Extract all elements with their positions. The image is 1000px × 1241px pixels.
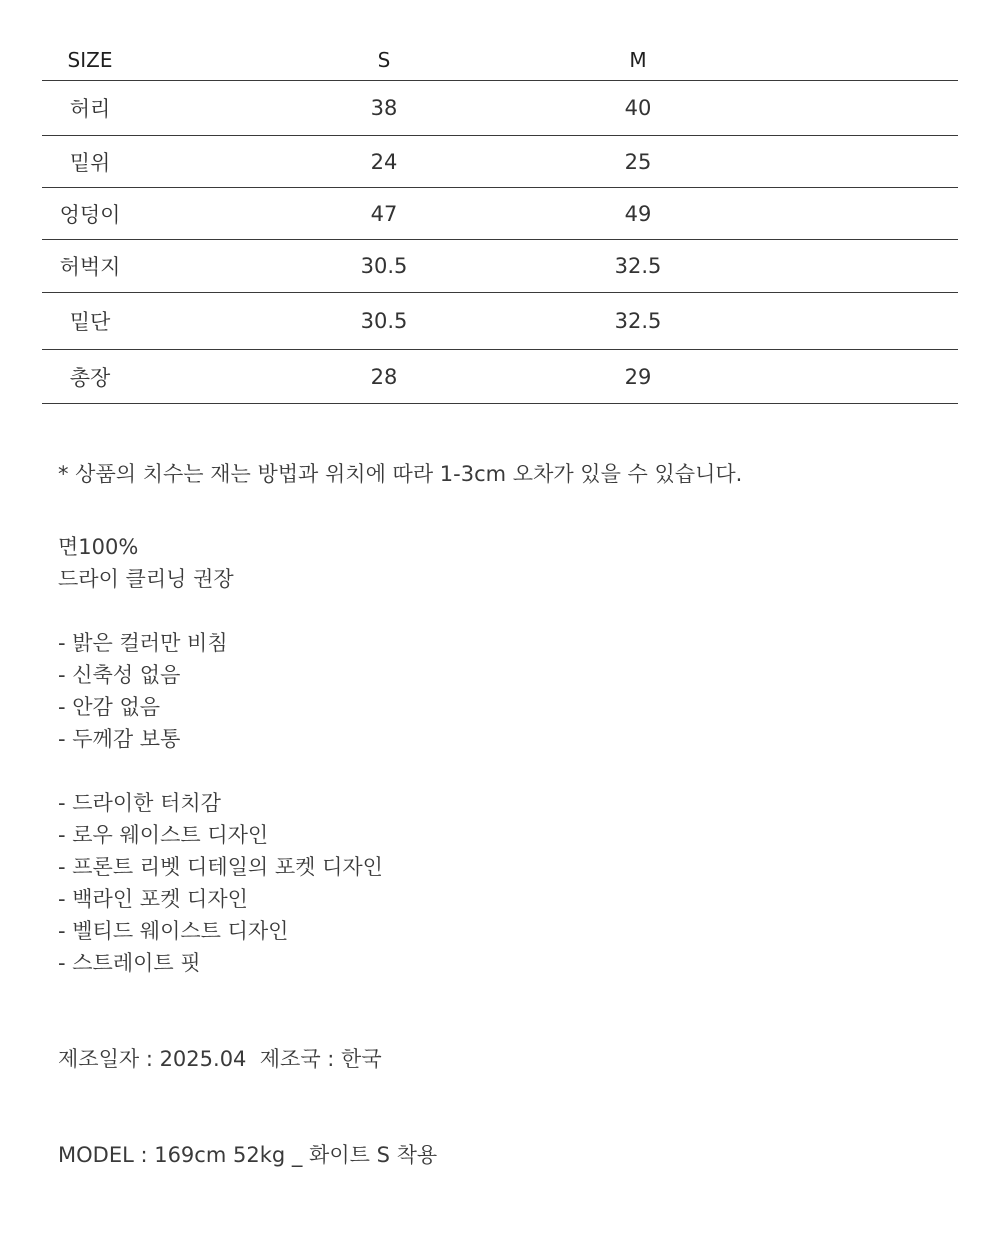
table-row	[42, 136, 958, 188]
table-row	[42, 240, 958, 293]
header-m: M	[629, 48, 647, 72]
row-label: 밑위	[69, 150, 111, 175]
feature-item: - 드라이한 터치감	[58, 791, 221, 815]
row-value-s: 38	[370, 96, 398, 120]
feature-item: - 벨티드 웨이스트 디자인	[58, 919, 289, 943]
table-row	[42, 188, 958, 240]
table-row	[42, 350, 958, 404]
feature-item: - 스트레이트 핏	[58, 951, 201, 975]
material-info: 면100%	[58, 535, 139, 559]
row-value-m: 49	[624, 201, 652, 226]
row-value-m: 40	[624, 96, 652, 120]
measurement-note: * 상품의 치수는 재는 방법과 위치에 따라 1-3cm 오차가 있을 수 있습니다.	[58, 462, 743, 486]
care-info: 드라이 클리닝 권장	[58, 567, 234, 591]
table-row	[42, 293, 958, 350]
row-value-s: 24	[370, 149, 398, 174]
row-label: 총장	[69, 365, 111, 390]
feature-item: - 백라인 포켓 디자인	[58, 887, 248, 911]
manufacture-info: 제조일자 : 2025.04 제조국 : 한국	[58, 1047, 382, 1071]
row-label: 밑단	[69, 310, 111, 334]
row-value-m: 32.5	[614, 254, 662, 278]
row-label: 엉덩이	[59, 202, 121, 227]
product-notes	[58, 458, 958, 1171]
header-size: SIZE	[67, 48, 113, 72]
model-info: MODEL : 169cm 52kg _ 화이트 S 착용	[58, 1143, 438, 1167]
row-label: 허벅지	[59, 255, 121, 279]
header-s: S	[377, 48, 391, 72]
feature-item: - 로우 웨이스트 디자인	[58, 823, 269, 847]
property-item: - 안감 없음	[58, 695, 161, 719]
row-label: 허리	[69, 97, 111, 121]
property-item: - 신축성 없음	[58, 663, 181, 687]
row-value-s: 47	[370, 201, 398, 226]
row-value-s: 30.5	[360, 254, 408, 278]
size-table	[42, 40, 958, 404]
property-item: - 밝은 컬러만 비침	[58, 631, 228, 655]
property-item: - 두께감 보통	[58, 727, 181, 751]
row-value-s: 30.5	[360, 309, 408, 333]
table-row	[42, 81, 958, 136]
feature-item: - 프론트 리벳 디테일의 포켓 디자인	[58, 855, 383, 879]
row-value-m: 29	[624, 364, 652, 389]
size-table-header	[42, 40, 958, 81]
row-value-m: 32.5	[614, 309, 662, 333]
row-value-s: 28	[370, 364, 398, 389]
row-value-m: 25	[624, 149, 652, 174]
